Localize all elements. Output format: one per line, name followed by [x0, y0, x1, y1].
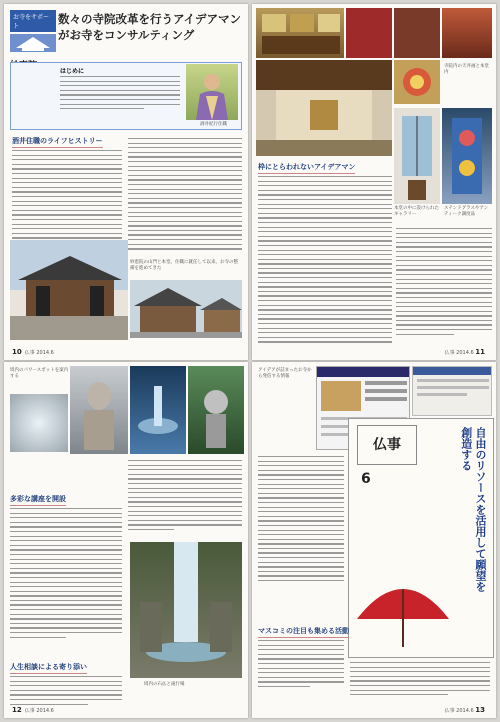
body-column-10: [350, 662, 490, 699]
crystal-caption: 境内のパワースポットを案内する: [10, 368, 69, 379]
lead-text: [60, 76, 180, 113]
priest-photo: [186, 64, 238, 120]
red-umbrella-icon: [353, 569, 453, 649]
folio-12: 12 仏事 2014.6: [12, 706, 54, 714]
temple-gate-photo: [10, 240, 128, 340]
page-10: [4, 4, 248, 360]
temple-roof-icon: [10, 34, 56, 52]
stained-caption: ステンドグラスやアンティーク調度品: [444, 206, 489, 217]
window-lamp-photo: [394, 108, 440, 204]
section-heading-history: 酒井住職のライフヒストリー: [12, 136, 103, 148]
section-heading-counsel: 人生相談による寄り添い: [10, 662, 87, 674]
lead-heading: はじめに: [60, 68, 85, 75]
magazine-title: 仏事: [373, 437, 401, 453]
section-heading-lectures: 多彩な講座を開設: [10, 494, 66, 506]
body-column-1: [12, 150, 122, 251]
page-11: [252, 4, 496, 360]
website-caption: アイデアが詰まったお寺から発信する情報: [258, 368, 312, 379]
magazine-issue: 6: [361, 471, 371, 487]
section-heading-idea: 枠にとらわれないアイデアマン: [258, 162, 355, 174]
gallery-caption: 本堂の中に設けられたギャラリー: [394, 206, 439, 217]
body-column-7: [10, 676, 122, 708]
folio-13: 仏事 2014.6 13: [444, 706, 485, 714]
gate-caption: 妙恵院の山門と本堂。住職に就任して以来、お寺の整備を進めてきた: [130, 260, 238, 271]
body-column-2: [128, 138, 242, 253]
stained-glass-photo: [394, 60, 440, 104]
stained-window-photo: [442, 108, 492, 204]
folio-10: 10 仏事 2014.6: [12, 348, 54, 356]
priest-caption: 酒井紀行住職: [200, 122, 227, 127]
stone-statue-photo: [70, 366, 128, 454]
website-screenshot-2: [412, 366, 492, 416]
body-column-8: [258, 456, 344, 585]
article-title: 数々の寺院改革を行うアイデアマンがお寺をコンサルティング: [58, 12, 241, 42]
body-column-5: [10, 508, 122, 641]
fountain-photo: [130, 366, 186, 454]
magazine-spread: [4, 4, 496, 718]
ceiling-painting-photo: [256, 8, 344, 58]
magazine-cover: [348, 418, 494, 658]
crystal-photo: [10, 394, 68, 452]
altar-photo-2: [394, 8, 440, 58]
altar-photo-3: [442, 8, 492, 58]
altar-photo-1: [346, 8, 392, 58]
series-label: お寺をサポート: [10, 10, 56, 32]
garden-statue-photo: [188, 366, 244, 454]
magazine-headline: 自由のリソースを活用して願望を創造する: [459, 427, 487, 592]
temple-interior-photo: [256, 60, 392, 156]
body-column-6: [128, 460, 242, 534]
waterfall-caption: 境内の石仏と滝行場: [144, 682, 185, 687]
section-heading-media: マスコミの注目も集める活動: [258, 626, 349, 638]
top-caption: 寺院内の天井画と本堂内: [444, 64, 489, 75]
body-column-9: [258, 640, 344, 691]
body-column-3: [258, 176, 392, 346]
folio-11: 仏事 2014.6 11: [444, 348, 485, 356]
waterfall-photo: [130, 542, 242, 678]
temple-building-photo: [130, 280, 242, 338]
page-13: [252, 362, 496, 718]
page-12: [4, 362, 248, 718]
body-column-4: [396, 228, 492, 338]
